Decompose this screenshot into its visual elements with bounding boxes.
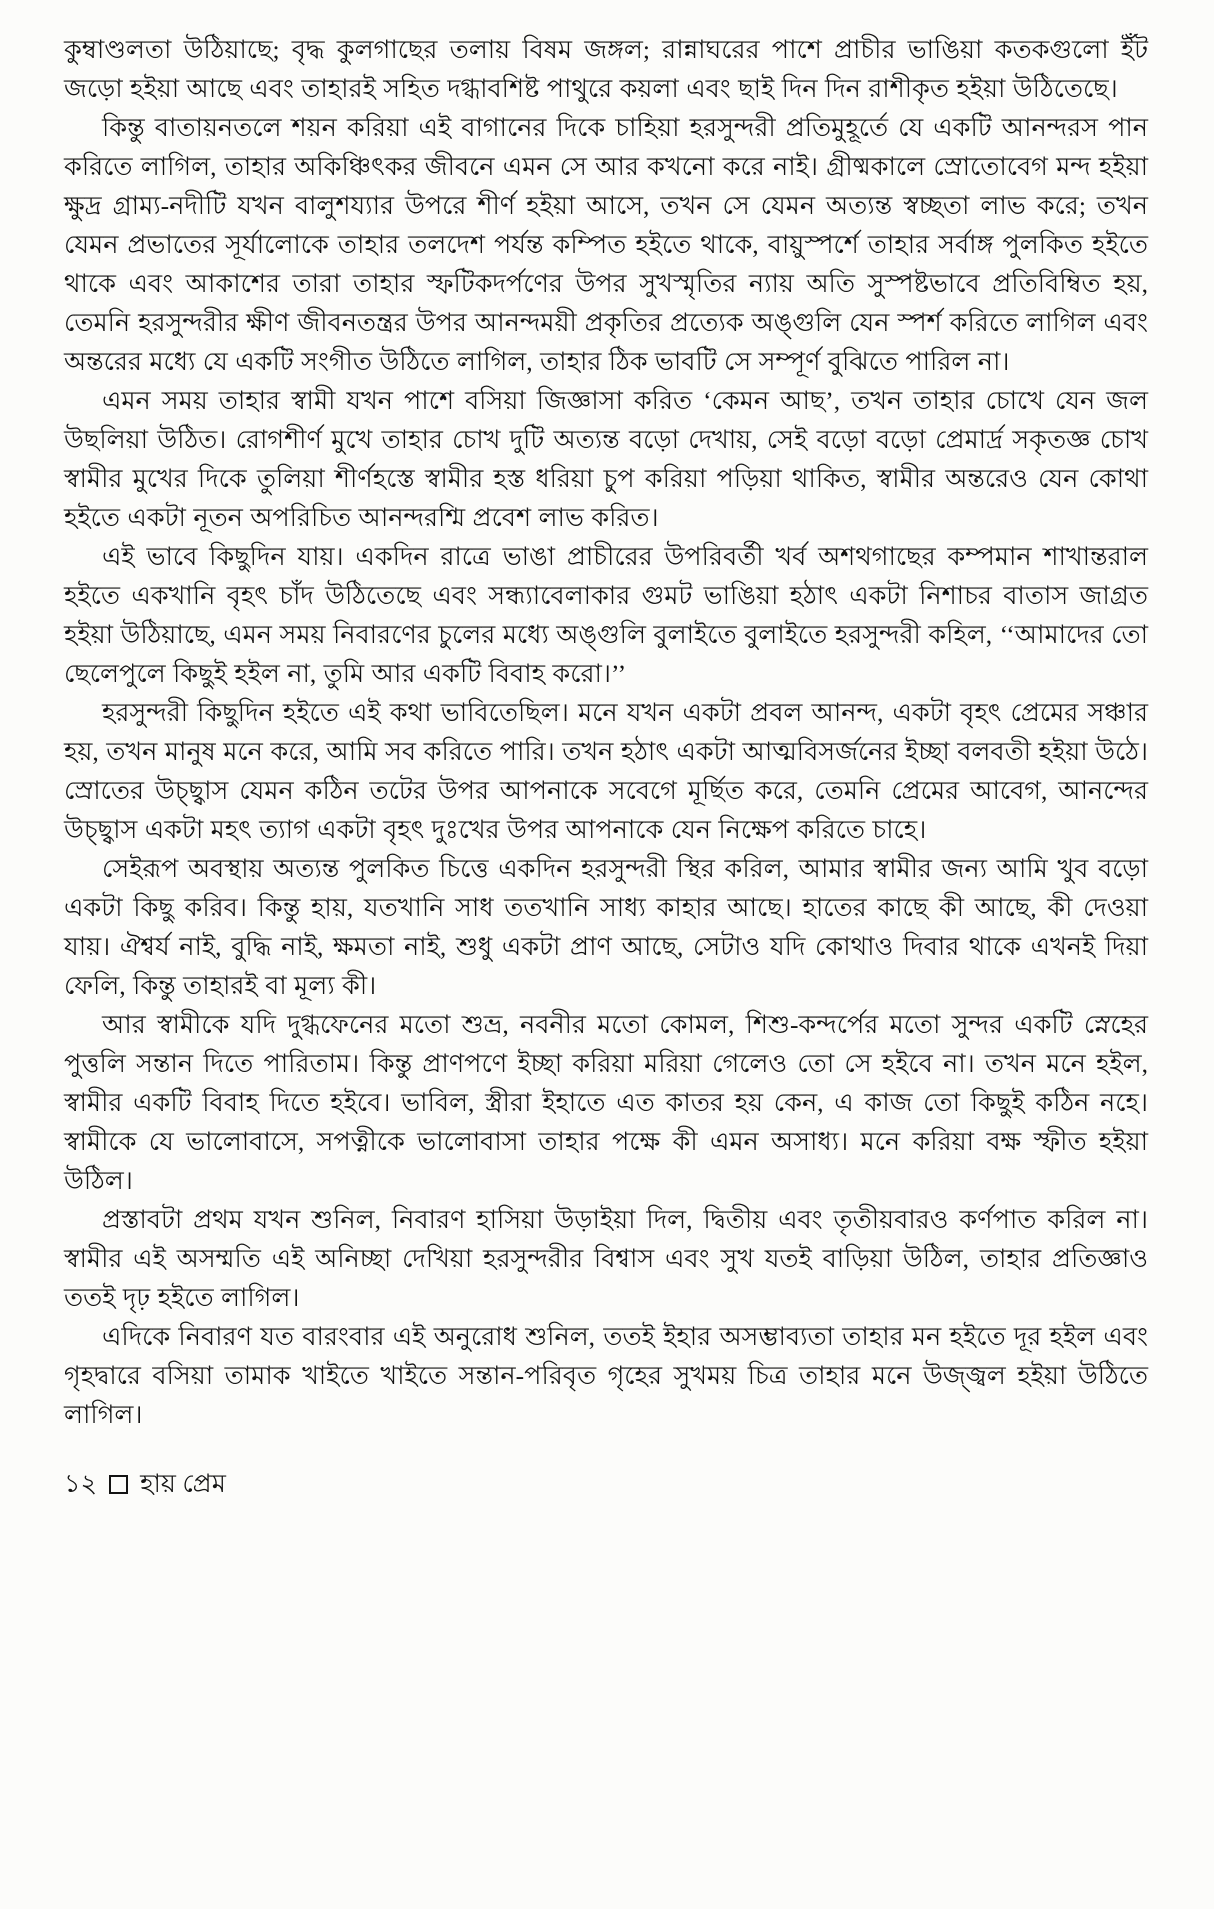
page-number: ১২ xyxy=(64,1469,98,1498)
paragraph: প্রস্তাবটা প্রথম যখন শুনিল, নিবারণ হাসিয়া উড়াইয়া দিল, দ্বিতীয় এবং তৃতীয়বারও কর্ণপাত করিল না। স্বামীর এই অসম্মতি এই অনিচ্ছা দেখিয়া হরসুন্দরীর বিশ্বাস এবং সুখ যতই বাড়িয়া উঠিল, তাহার প্রতিজ্ঞাও ততই দৃঢ় হইতে লাগিল। xyxy=(64,1205,1148,1312)
paragraph: হরসুন্দরী কিছুদিন হইতে এই কথা ভাবিতেছিল। মনে যখন একটা প্রবল আনন্দ, একটা বৃহৎ প্রেমের সঞ্চার হয়, তখন মানুষ মনে করে, আমি সব করিতে পারি। তখন হঠাৎ একটা আত্মবিসর্জনের ইচ্ছা বলবতী হইয়া উঠে। স্রোতের উচ্ছ্বাস যেমন কঠিন তটের উপর আপনাকে সবেগে মূর্ছিত করে, তেমনি প্রেমের আবেগ, আনন্দের উচ্ছ্বাস একটা মহৎ ত্যাগ একটা বৃহৎ দুঃখের উপর আপনাকে যেন নিক্ষেপ করিতে চাহে। xyxy=(64,698,1148,844)
paragraph: এদিকে নিবারণ যত বারংবার এই অনুরোধ শুনিল, ততই ইহার অসম্ভাব্যতা তাহার মন হইতে দূর হইল এবং গৃহদ্বারে বসিয়া তামাক খাইতে খাইতে সন্তান-পরিবৃত গৃহের সুখময় চিত্র তাহার মনে উজ্জ্বল হইয়া উঠিতে লাগিল। xyxy=(64,1322,1148,1429)
paragraph: কিন্তু বাতায়নতলে শয়ন করিয়া এই বাগানের দিকে চাহিয়া হরসুন্দরী প্রতিমুহূর্তে যে একটি আনন্দরস পান করিতে লাগিল, তাহার অকিঞ্চিৎকর জীবনে এমন সে আর কখনো করে নাই। গ্রীষ্মকালে স্রোতোবেগ মন্দ হইয়া ক্ষুদ্র গ্রাম্য-নদীটি যখন বালুশয্যার উপরে শীর্ণ হইয়া আসে, তখন সে যেমন অত্যন্ত স্বচ্ছতা লাভ করে; তখন যেমন প্রভাতের সূর্যালোকে তাহার তলদেশ পর্যন্ত কম্পিত হইতে থাকে, বায়ুস্পর্শে তাহার সর্বাঙ্গ পুলকিত হইতে থাকে এবং আকাশের তারা তাহার স্ফটিকদর্পণের উপর সুখস্মৃতির ন্যায় অতি সুস্পষ্টভাবে প্রতিবিম্বিত হয়, তেমনি হরসুন্দরীর ক্ষীণ জীবনতন্ত্রর উপর আনন্দময়ী প্রকৃতির প্রত্যেক অঙ্গুলি যেন স্পর্শ করিতে লাগিল এবং অন্তরের মধ্যে যে একটি সংগীত উঠিতে লাগিল, তাহার ঠিক ভাবটি সে সম্পূর্ণ বুঝিতে পারিল না। xyxy=(64,113,1148,376)
book-title: হায় প্রেম xyxy=(140,1469,226,1498)
paragraph: কুম্বাণ্ডলতা উঠিয়াছে; বৃদ্ধ কুলগাছের তলায় বিষম জঙ্গল; রান্নাঘরের পাশে প্রাচীর ভাঙিয়া কতকগুলো ইঁট জড়ো হইয়া আছে এবং তাহারই সহিত দগ্ধাবশিষ্ট পাথুরে কয়লা এবং ছাই দিন দিন রাশীকৃত হইয়া উঠিতেছে। xyxy=(64,35,1148,103)
square-icon xyxy=(109,1475,128,1494)
body-text xyxy=(64,30,1148,1434)
page-footer xyxy=(64,1464,1148,1503)
paragraph: এমন সময় তাহার স্বামী যখন পাশে বসিয়া জিজ্ঞাসা করিত ‘কেমন আছ’, তখন তাহার চোখে যেন জল উছলিয়া উঠিত। রোগশীর্ণ মুখে তাহার চোখ দুটি অত্যন্ত বড়ো দেখায়, সেই বড়ো বড়ো প্রেমার্দ্র সকৃতজ্ঞ চোখ স্বামীর মুখের দিকে তুলিয়া শীর্ণহস্তে স্বামীর হস্ত ধরিয়া চুপ করিয়া পড়িয়া থাকিত, স্বামীর অন্তরেও যেন কোথা হইতে একটা নূতন অপরিচিত আনন্দরশ্মি প্রবেশ লাভ করিত। xyxy=(64,386,1148,532)
paragraph: এই ভাবে কিছুদিন যায়। একদিন রাত্রে ভাঙা প্রাচীরের উপরিবর্তী খর্ব অশথগাছের কম্পমান শাখান্তরাল হইতে একখানি বৃহৎ চাঁদ উঠিতেছে এবং সন্ধ্যাবেলাকার গুমট ভাঙিয়া হঠাৎ একটা নিশাচর বাতাস জাগ্রত হইয়া উঠিয়াছে, এমন সময় নিবারণের চুলের মধ্যে অঙ্গুলি বুলাইতে বুলাইতে হরসুন্দরী কহিল, ‘‘আমাদের তো ছেলেপুলে কিছুই হইল না, তুমি আর একটি বিবাহ করো।’’ xyxy=(64,542,1148,688)
paragraph: আর স্বামীকে যদি দুগ্ধফেনের মতো শুভ্র, নবনীর মতো কোমল, শিশু-কন্দর্পের মতো সুন্দর একটি স্নেহের পুত্তলি সন্তান দিতে পারিতাম। কিন্তু প্রাণপণে ইচ্ছা করিয়া মরিয়া গেলেও তো সে হইবে না। তখন মনে হইল, স্বামীর একটি বিবাহ দিতে হইবে। ভাবিল, স্ত্রীরা ইহাতে এত কাতর হয় কেন, এ কাজ তো কিছুই কঠিন নহে। স্বামীকে যে ভালোবাসে, সপত্নীকে ভালোবাসা তাহার পক্ষে কী এমন অসাধ্য। মনে করিয়া বক্ষ স্ফীত হইয়া উঠিল। xyxy=(64,1010,1148,1195)
paragraph: সেইরূপ অবস্থায় অত্যন্ত পুলকিত চিত্তে একদিন হরসুন্দরী স্থির করিল, আমার স্বামীর জন্য আমি খুব বড়ো একটা কিছু করিব। কিন্তু হায়, যতখানি সাধ ততখানি সাধ্য কাহার আছে। হাতের কাছে কী আছে, কী দেওয়া যায়। ঐশ্বর্য নাই, বুদ্ধি নাই, ক্ষমতা নাই, শুধু একটা প্রাণ আছে, সেটাও যদি কোথাও দিবার থাকে এখনই দিয়া ফেলি, কিন্তু তাহারই বা মূল্য কী। xyxy=(64,854,1148,1000)
